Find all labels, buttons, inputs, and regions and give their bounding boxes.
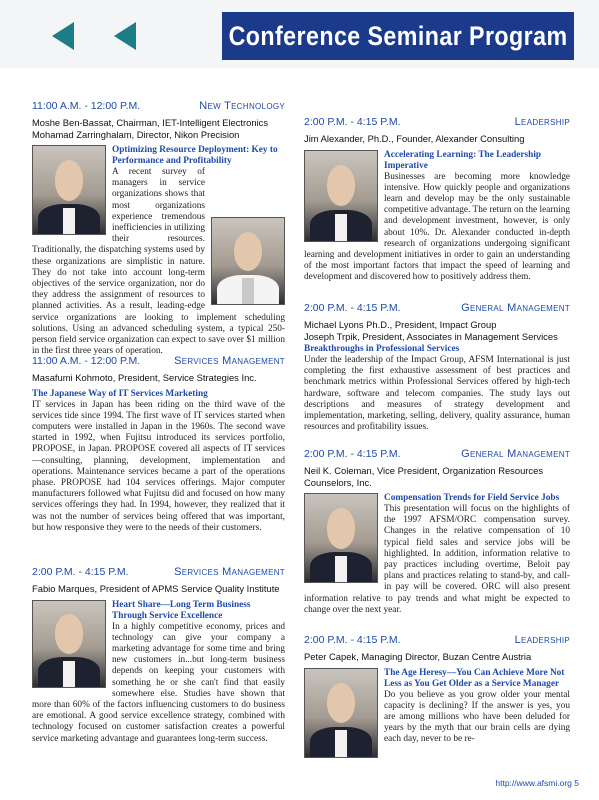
speaker: Masafumi Kohmoto, President, Service Strategies Inc. bbox=[32, 372, 257, 383]
speaker-photo bbox=[211, 217, 285, 305]
session-content bbox=[32, 389, 285, 534]
session-time: 2:00 P.M. - 4:15 P.M. bbox=[304, 634, 401, 646]
session-block bbox=[32, 355, 285, 560]
session-description: Under the leadership of the Impact Group, AFSM International is just completing the first exhaustive assessment of best practices and benchmark metrics within Professional Services offered by high-tech hardware, software and telecom companies. The study lays out descriptions and measures of strategy development and implementation, marketing, selling, delivery, quality assurance, human resources and profitability issues. bbox=[304, 355, 570, 433]
session-description: In a highly competitive economy, prices and technology can give your company a marketing advantage for some time and bring new customers in...but long-term business depends on keeping your customers with something he or she can't find that easily somewhere else. Studies have shown that more than 60% of the factors influencing customers to do business are emotional. A good service excellence strategy, combined with technology focused on customer satisfaction creates a powerful service marketing advantage and guarantees long-term success. bbox=[32, 621, 285, 744]
session-speakers bbox=[32, 117, 285, 140]
session-category: Services Management bbox=[174, 355, 285, 367]
session-speakers bbox=[32, 583, 285, 595]
speaker: Moshe Ben-Bassat, Chairman, IET-Intelligent Electronics bbox=[32, 117, 269, 128]
session-speakers bbox=[304, 319, 570, 342]
session-block bbox=[304, 448, 570, 628]
speaker: Mohamad Zarringhalam, Director, Nikon Precision bbox=[32, 128, 240, 140]
session-title: Heart Share—Long Term Business Through Service Excellence bbox=[112, 599, 251, 621]
session-block bbox=[304, 302, 570, 442]
session-speakers bbox=[32, 372, 285, 384]
session-category: Leadership bbox=[514, 634, 570, 646]
session-time-row bbox=[32, 100, 285, 114]
session-block bbox=[304, 634, 570, 746]
session-title: The Japanese Way of IT Services Marketing bbox=[32, 388, 208, 399]
speaker-photo bbox=[304, 493, 378, 583]
session-content bbox=[304, 668, 570, 746]
session-content bbox=[304, 344, 570, 433]
session-description: Do you believe as you grow older your mental capacity is declining? If the answer is yes, you are among millions who have been deluded for years by the myth that our brain cells are dying each day, never to be re- bbox=[384, 689, 570, 745]
session-content bbox=[304, 493, 570, 616]
left-arrow-icon bbox=[114, 22, 136, 50]
speaker-photo bbox=[32, 145, 106, 235]
left-column bbox=[32, 100, 285, 745]
session-time: 2:00 P.M. - 4:15 P.M. bbox=[304, 448, 401, 460]
session-block bbox=[32, 100, 285, 357]
session-time: 11:00 A.M. - 12:00 P.M. bbox=[32, 100, 141, 112]
speaker: Joseph Trpik, President, Associates in Management Services bbox=[304, 330, 558, 342]
session-description: IT services in Japan has been riding on the third wave of the services tide since 1994. The first wave of IT services started when computers were installed in Japan in the 1960s. The second wave started in 1992, when Fujitsu introduced its services portfolio, PROPOSE, in Japan. PROPOSE covered all aspects of IT services—consulting, planning, development, implementation and operations. Maintenance services became a part of the operations phase. PROPOSE had 104 services offerings. Major computer manufacturers followed what Fujitsu did and focused on how many services offerings they had. In 1994, however, they realized that it was not the number of services being offered that was important, but how responsive they were to the needs of their customers. bbox=[32, 399, 285, 533]
session-time-row bbox=[304, 302, 570, 316]
session-title: Compensation Trends for Field Service Jobs bbox=[384, 493, 560, 503]
header-bar bbox=[222, 12, 574, 60]
left-arrow-icon bbox=[52, 22, 74, 50]
session-category: Services Management bbox=[174, 566, 285, 578]
session-speakers bbox=[304, 465, 570, 488]
session-title: Optimizing Resource Deployment: Key to Performance and Profitability bbox=[112, 145, 278, 166]
page-title: Conference Seminar Program bbox=[228, 20, 568, 51]
session-block bbox=[304, 116, 570, 283]
session-description: A recent survey of managers in service organizations shows that most organizations experience tremendous inefficiencies in utilizing their resources. Traditionally, the dispatching systems used by these organizations are simplistic in nature. They do not take into account long-term objectives of the service organization, nor do they address the assignment of resources to planned activities. As a result, leading-edge service organizations are looking to implement scheduling solutions. Using an advanced scheduling system, a typical 250-person field service organization can expect to save over $1 million in the first three years of operation. bbox=[32, 167, 285, 357]
session-description: Businesses are becoming more knowledge intensive. How quickly people and organizations learn and develop may be the only sustainable competitive advantage. The return on the learning and development investment, however, is only about 10%. Dr. Alexander conducted in-depth research of organizations undergoing significant learning and development initiatives in order to gain an understanding of the most important factors that impact the speed of learning and development and discovered how to positively address them. bbox=[304, 171, 570, 283]
session-time: 2:00 P.M. - 4:15 P.M. bbox=[304, 116, 401, 128]
session-title: Breakthroughs in Professional Services bbox=[304, 344, 460, 354]
speaker-photo bbox=[304, 668, 378, 758]
session-speakers bbox=[304, 651, 570, 663]
session-time-row bbox=[32, 566, 285, 580]
speaker: Fabio Marques, President of APMS Service Quality Institute bbox=[32, 583, 280, 594]
session-time-row bbox=[304, 448, 570, 462]
session-time: 2:00 P.M. - 4:15 P.M. bbox=[304, 302, 401, 314]
session-category: New Technology bbox=[199, 100, 285, 112]
session-content bbox=[32, 145, 285, 357]
session-category: Leadership bbox=[514, 116, 570, 128]
session-time-row bbox=[304, 116, 570, 130]
speaker-photo bbox=[32, 600, 106, 688]
session-time-row bbox=[32, 355, 285, 369]
session-title: The Age Heresy—You Can Achieve More Not Less as You Get Older as a Service Manager bbox=[384, 667, 565, 689]
session-time: 2:00 P.M. - 4:15 P.M. bbox=[32, 566, 129, 578]
speaker: Michael Lyons Ph.D., President, Impact Group bbox=[304, 319, 497, 330]
session-time: 11:00 A.M. - 12:00 P.M. bbox=[32, 355, 141, 367]
speaker-photo bbox=[304, 150, 378, 242]
session-category: General Management bbox=[461, 448, 570, 460]
session-content bbox=[304, 150, 570, 284]
session-block bbox=[32, 566, 285, 745]
session-title: Accelerating Learning: The Leadership Imperative bbox=[384, 149, 542, 171]
session-speakers bbox=[304, 133, 570, 145]
session-description: This presentation will focus on the highlights of the 1997 AFSM/ORC compensation survey. Changes in the relative compensation of 10 typical field sales and service jobs will be highlighted. In addition, information relative to pay practices including overtime, Beloit pay plans and practices relating to stand-by, and call-in pay will be covered. ORC will also present information relative to pay trends and what might be expected to change over the next year. bbox=[304, 504, 570, 615]
session-category: General Management bbox=[461, 302, 570, 314]
speaker: Peter Capek, Managing Director, Buzan Centre Austria bbox=[304, 651, 532, 662]
right-column bbox=[304, 116, 570, 760]
page-footer: http://www.afsmi.org 5 bbox=[495, 778, 579, 788]
speaker: Jim Alexander, Ph.D., Founder, Alexander Consulting bbox=[304, 133, 525, 144]
session-content bbox=[32, 600, 285, 745]
speaker: Neil K. Coleman, Vice President, Organization Resources Counselors, Inc. bbox=[304, 465, 544, 488]
session-time-row bbox=[304, 634, 570, 648]
